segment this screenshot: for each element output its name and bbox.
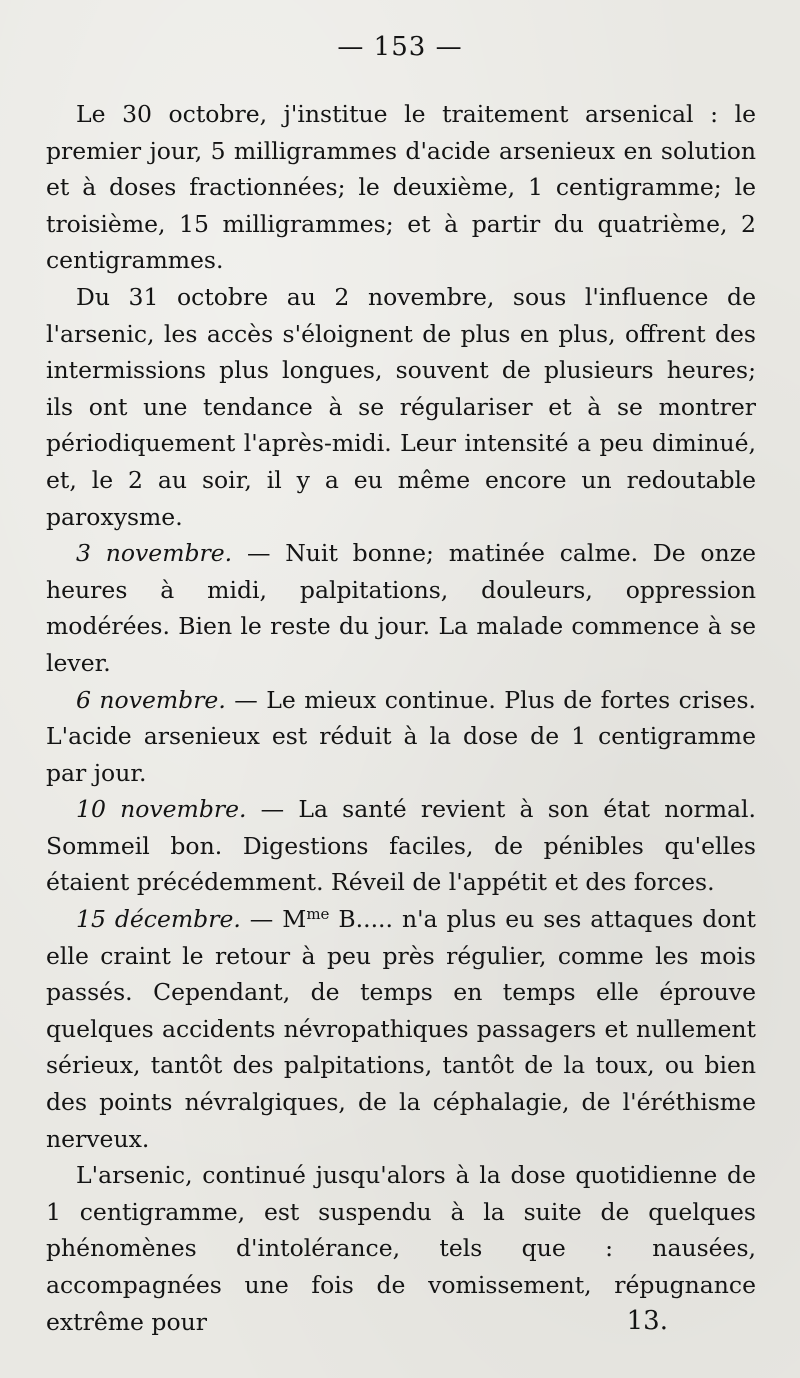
paragraph-text: Du 31 octobre au 2 novembre, sous l'influence de l'arsenic, les accès s'éloignent de plus en plus, offrent des intermissions plus longues, souvent de plusieurs heures; ils ont une tendance à se régulariser et à se montrer périodiquement l'après-midi. Leur intensité a peu diminué, et, le 2 au soir, il y a eu même encore un redoutable paroxysme. — [46, 282, 756, 531]
paragraph-text: B..... n'a plus eu ses attaques dont elle craint le retour à peu près régulier, comme les mois passés. Cependant, de temps en temps elle éprouve quelques accidents névropathiques passagers et nullement sérieux, tantôt des palpitations, tantôt de la toux, ou bien des points névralgiques, de la céphalagie, de l'éréthisme nerveux. — [46, 905, 756, 1153]
paragraph-text: — Le mieux continue. Plus de fortes crises. L'acide arsenieux est réduit à la dose de 1 centigramme par jour. — [46, 685, 756, 787]
paragraph-text: — La santé revient à son état normal. Sommeil bon. Digestions faciles, de pénibles qu'elles étaient précédemment. Réveil de l'appétit et des forces. — [46, 795, 757, 897]
page-number: — 153 — — [337, 32, 463, 62]
paragraph — [46, 535, 756, 681]
superscript: me — [306, 905, 330, 924]
paragraph — [46, 901, 756, 1157]
signature-mark: 13. — [626, 1306, 668, 1336]
paragraph — [46, 279, 756, 535]
paragraph-text: Le 30 octobre, j'institue le traitement arsenical : le premier jour, 5 milligrammes d'acide arsenieux en solution et à doses fractionnées; le deuxième, 1 centigramme; le troisième, 15 milligrammes; et à partir du quatrième, 2 centigrammes. — [46, 100, 756, 275]
paragraph — [46, 96, 756, 279]
paragraph — [46, 791, 756, 901]
entry-date: 3 novembre. — [76, 539, 233, 568]
paragraph-text: L'arsenic, continué jusqu'alors à la dose quotidienne de 1 centigramme, est suspendu à la suite de quelques phénomènes d'intolérance, tels que : nausées, accompagnées une fois de vomissement, répugnance extrême pour — [46, 1161, 756, 1336]
entry-date: 10 novembre. — [76, 795, 247, 824]
entry-date: 15 décembre. — [76, 905, 241, 934]
body-text — [46, 96, 756, 1340]
paragraph-text-prefix: — M — [240, 905, 307, 934]
paragraph-text: — Nuit bonne; matinée calme. De onze heures à midi, palpitations, douleurs, oppression modérées. Bien le reste du jour. La malade commence à se lever. — [46, 539, 757, 677]
paragraph — [46, 682, 756, 792]
entry-date: 6 novembre. — [76, 685, 226, 714]
